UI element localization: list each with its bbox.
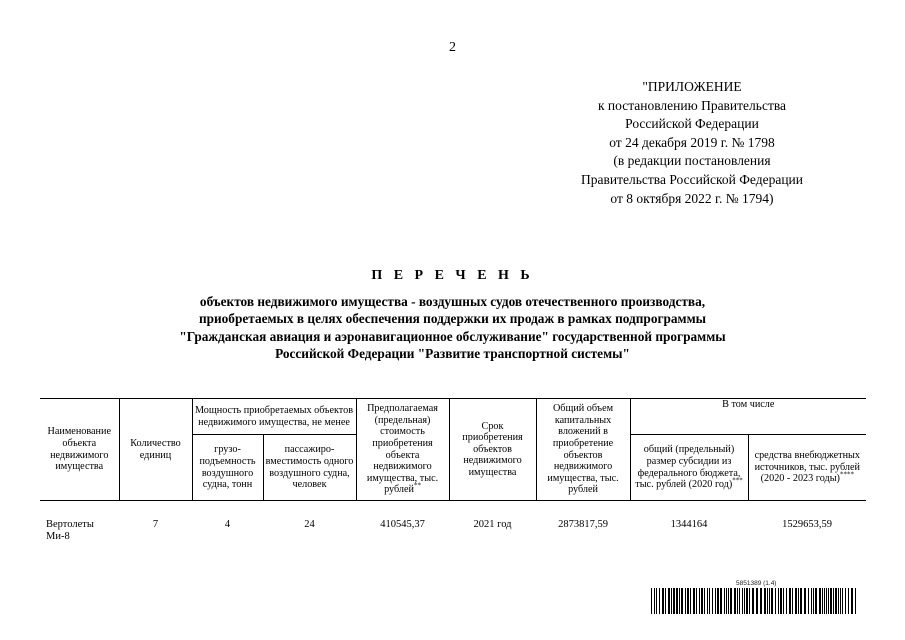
header-total: Общий объем капитальных вложений в приобретение объектов недвижимого имущества, тыс. рублей bbox=[536, 399, 630, 501]
appendix-line: Правительства Российской Федерации bbox=[581, 171, 803, 187]
barcode-label: 5851389 (1.4) bbox=[736, 580, 777, 587]
cell-subsidy: 1344164 bbox=[670, 519, 708, 530]
appendix-line: от 24 декабря 2019 г. № 1798 bbox=[609, 134, 775, 150]
appendix-line: к постановлению Правительства bbox=[597, 97, 787, 113]
subtitle-line: приобретаемых в целях обеспечения поддержки их продаж в рамках подпрограммы bbox=[198, 311, 707, 327]
subtitle-line: Российской Федерации "Развитие транспортной системы" bbox=[275, 346, 630, 362]
subtitle-line: "Гражданская авиация и аэронавигационное обслуживание" государственной программы bbox=[179, 328, 726, 344]
header-name: Наименование объекта недвижимого имущества bbox=[40, 399, 119, 501]
header-including: В том числе bbox=[630, 399, 866, 435]
header-cost-text: Предполагаемая (предельная) стоимость приобретения объекта недвижимого имущества, тыс. рублей bbox=[366, 403, 439, 496]
header-extra-text: средства внебюджетных источников, тыс. рублей (2020 - 2023 годы) bbox=[754, 450, 860, 485]
subtitle-line: объектов недвижимого имущества - воздушных судов отечественного производства, bbox=[199, 294, 706, 309]
barcode-icon bbox=[651, 588, 859, 614]
cell-cargo: 4 bbox=[224, 519, 231, 530]
header-extra bbox=[748, 435, 866, 501]
header-capacity-group: Мощность приобретаемых объектов недвижимого имущества, не менее bbox=[192, 399, 356, 435]
cell-extra: 1529653,59 bbox=[782, 519, 832, 530]
appendix-header bbox=[556, 78, 828, 208]
appendix-line: (в редакции постановления bbox=[613, 153, 771, 169]
footnote-mark: ** bbox=[413, 481, 421, 490]
header-cost bbox=[356, 399, 449, 501]
cell-total: 2873817,59 bbox=[558, 519, 608, 530]
cell-name: Вертолеты Ми-8 bbox=[46, 519, 94, 542]
header-cargo: грузо-подъемность воздушного судна, тонн bbox=[192, 435, 263, 501]
table-row bbox=[40, 501, 866, 544]
appendix-line: Российской Федерации bbox=[625, 116, 759, 132]
footnote-mark: *** bbox=[732, 476, 743, 485]
document-title: П Е Р Е Ч Е Н Ь bbox=[371, 268, 534, 283]
appendix-line: от 8 октября 2022 г. № 1794) bbox=[610, 190, 774, 206]
cell-term: 2021 год bbox=[473, 519, 512, 530]
document-subtitle bbox=[100, 293, 805, 363]
header-subsidy-text: общий (предельный) размер субсидии из федерального бюджета, тыс. рублей (2020 год) bbox=[635, 444, 741, 491]
footnote-mark: **** bbox=[839, 470, 854, 479]
cell-cost: 410545,37 bbox=[380, 519, 425, 530]
cell-quantity: 7 bbox=[152, 519, 159, 530]
objects-table bbox=[40, 398, 866, 543]
header-subsidy bbox=[630, 435, 748, 501]
header-quantity: Количество единиц bbox=[119, 399, 192, 501]
page-number: 2 bbox=[449, 40, 456, 55]
appendix-line: "ПРИЛОЖЕНИЕ bbox=[642, 79, 742, 94]
header-term: Срок приобретения объектов недвижимого имущества bbox=[449, 399, 536, 501]
header-passenger: пассажиро-вместимость одного воздушного судна, человек bbox=[263, 435, 356, 501]
cell-passenger: 24 bbox=[304, 519, 315, 530]
